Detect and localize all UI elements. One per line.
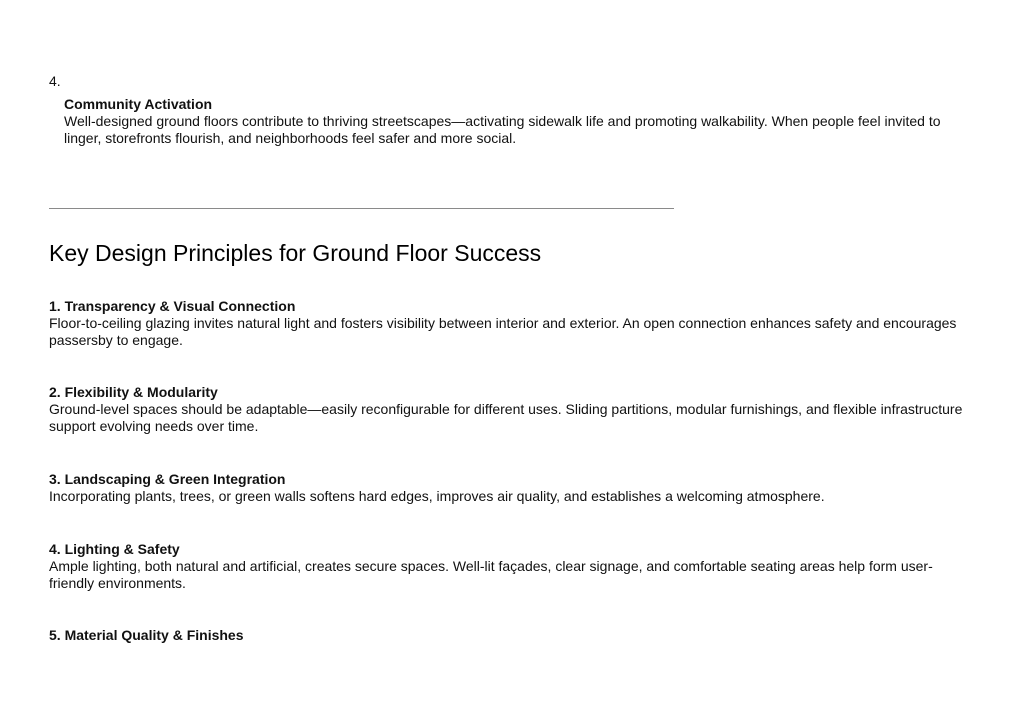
principle-title: 1. Transparency & Visual Connection bbox=[49, 298, 296, 314]
principle-title: 2. Flexibility & Modularity bbox=[49, 384, 218, 400]
community-activation-item bbox=[64, 96, 969, 147]
item-body: Well-designed ground floors contribute to thriving streetscapes—activating sidewalk life and promoting walkability. When people feel invited to linger, storefronts flourish, and neighborhoods feel safer and more social. bbox=[64, 113, 941, 146]
principle-item bbox=[49, 298, 974, 349]
principle-item bbox=[49, 627, 974, 644]
principle-item bbox=[49, 384, 974, 435]
principle-item bbox=[49, 541, 974, 592]
item-title: Community Activation bbox=[64, 96, 213, 112]
principle-body: Incorporating plants, trees, or green walls softens hard edges, improves air quality, and establishes a welcoming atmosphere. bbox=[49, 488, 825, 504]
principle-title: 5. Material Quality & Finishes bbox=[49, 627, 244, 643]
principle-body: Ground-level spaces should be adaptable—easily reconfigurable for different uses. Sliding partitions, modular furnishings, and flexible infrastructure support evolving needs over time. bbox=[49, 401, 963, 434]
section-divider bbox=[49, 208, 674, 209]
principle-title: 4. Lighting & Safety bbox=[49, 541, 180, 557]
principle-item bbox=[49, 471, 974, 505]
principle-body: Floor-to-ceiling glazing invites natural light and fosters visibility between interior and exterior. An open connection enhances safety and encourages passersby to engage. bbox=[49, 315, 957, 348]
section-heading: Key Design Principles for Ground Floor Success bbox=[49, 240, 542, 266]
list-number: 4. bbox=[49, 73, 61, 89]
principle-title: 3. Landscaping & Green Integration bbox=[49, 471, 286, 487]
principle-body: Ample lighting, both natural and artificial, creates secure spaces. Well-lit façades, clear signage, and comfortable seating areas help form user-friendly environments. bbox=[49, 558, 933, 591]
